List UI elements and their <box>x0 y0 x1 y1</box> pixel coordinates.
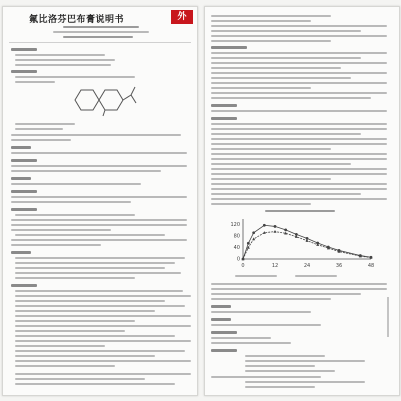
x-tick-label: 0 <box>241 263 245 269</box>
data-point <box>284 228 287 231</box>
section-heading <box>11 48 37 51</box>
chart-legend-line <box>295 275 337 277</box>
pharmacology-line <box>211 158 387 160</box>
interaction-line <box>211 52 387 54</box>
section-heading <box>11 159 37 162</box>
data-point <box>263 224 266 227</box>
side-chain-bond <box>131 95 136 103</box>
overdose-line <box>211 110 387 112</box>
pharmacology-line <box>211 163 351 165</box>
precaution-line <box>15 340 191 342</box>
interaction-line <box>211 97 371 99</box>
pharmacology-line <box>211 138 387 140</box>
pharmacology-line <box>211 178 331 180</box>
section-heading <box>211 104 237 107</box>
pregnancy-line <box>211 30 361 32</box>
precaution-line <box>15 355 155 357</box>
section-heading <box>11 146 31 149</box>
fluorine-bond <box>103 110 105 116</box>
precaution-line <box>15 365 115 367</box>
distributor-line <box>245 386 315 388</box>
right-page <box>204 6 400 396</box>
section-heading <box>11 251 31 254</box>
adverse-line <box>11 229 111 231</box>
section-heading <box>11 284 37 287</box>
precaution-line <box>15 383 175 385</box>
interaction-line <box>211 87 311 89</box>
pk-line <box>211 288 387 290</box>
section-heading <box>211 318 231 321</box>
pharmacology-line <box>211 123 387 125</box>
interaction-line <box>211 62 387 64</box>
title-note-line <box>63 36 133 38</box>
precaution-line <box>15 290 183 292</box>
interaction-line <box>211 92 387 94</box>
section-heading <box>11 208 37 211</box>
pharmacology-line <box>211 188 387 190</box>
contraindication-line <box>15 267 165 269</box>
manufacturer-line <box>245 360 365 362</box>
license-line <box>211 342 291 344</box>
section-heading <box>211 349 237 352</box>
side-chain-bond <box>123 95 131 100</box>
precaution-line <box>15 310 155 312</box>
pharmacology-line <box>211 193 361 195</box>
y-tick-labels <box>230 222 240 262</box>
precaution-line <box>15 320 135 322</box>
indication-line <box>11 165 187 167</box>
section-heading <box>211 117 237 120</box>
interaction-line <box>211 67 341 69</box>
manufacturer-line <box>245 365 315 367</box>
package-line <box>211 324 321 326</box>
formula-line <box>15 123 75 125</box>
precaution-line <box>15 300 165 302</box>
benzene-ring-right <box>99 90 123 110</box>
section-heading <box>211 46 247 49</box>
precaution-line <box>15 360 191 362</box>
manufacturer-line <box>245 370 335 372</box>
manufacturer-line <box>245 355 325 357</box>
pharmacology-line <box>211 183 387 185</box>
y-tick-label: 0 <box>236 256 240 263</box>
header-divider <box>9 42 191 43</box>
pharmacology-line <box>211 128 387 130</box>
x-tick-label: 48 <box>367 263 375 269</box>
ingredient-line <box>15 76 135 78</box>
contraindication-line <box>15 257 185 259</box>
section-heading <box>11 190 37 193</box>
chart-series <box>242 224 373 261</box>
adverse-line <box>11 224 187 226</box>
data-point <box>252 237 255 240</box>
precaution-line <box>15 373 191 375</box>
adverse-line <box>11 244 101 246</box>
adverse-line <box>15 234 165 236</box>
y-tick-label: 40 <box>233 245 240 252</box>
indication-line <box>11 170 161 172</box>
pharmacology-line <box>211 198 387 200</box>
title-note-line <box>53 31 149 33</box>
section-heading <box>211 305 231 308</box>
name-line <box>15 64 111 66</box>
excipient-line <box>11 134 181 136</box>
external-use-badge: 外 <box>171 10 193 24</box>
formula-line <box>15 128 63 130</box>
precaution-line <box>15 315 191 317</box>
precaution-line <box>15 305 185 307</box>
document-title: 氟比洛芬巴布膏说明书 <box>29 15 125 25</box>
pregnancy-line <box>211 25 387 27</box>
name-line <box>15 54 105 56</box>
excipient-line <box>11 139 71 141</box>
pregnancy-line <box>211 20 311 22</box>
pregnancy-line <box>211 35 387 37</box>
precaution-line <box>15 325 191 327</box>
title-note-line <box>63 26 139 28</box>
pregnancy-line <box>211 40 331 42</box>
usage-line <box>11 196 187 198</box>
y-tick-label: 80 <box>233 233 240 240</box>
adverse-line <box>11 219 187 221</box>
contraindication-line <box>15 272 181 274</box>
interaction-line <box>211 82 387 84</box>
data-point <box>274 225 277 228</box>
pharmacology-line <box>211 153 387 155</box>
pk-line <box>211 298 331 300</box>
usage-line <box>11 201 131 203</box>
precaution-line <box>15 330 125 332</box>
pharmacology-line <box>211 133 361 135</box>
section-heading <box>11 70 37 73</box>
interaction-line <box>211 72 387 74</box>
contraindication-line <box>15 277 135 279</box>
pharmacology-line <box>211 203 311 205</box>
left-page <box>2 6 198 396</box>
contraindication-line <box>15 262 175 264</box>
x-tick-label: 12 <box>271 263 279 269</box>
data-point <box>247 242 250 245</box>
x-tick-label: 36 <box>335 263 343 269</box>
side-chain-bond <box>131 87 135 95</box>
chart-caption-line <box>265 210 335 212</box>
y-tick-label: 120 <box>230 222 240 229</box>
adverse-line <box>15 214 135 216</box>
adverse-line <box>11 239 187 241</box>
precaution-line <box>15 345 105 347</box>
pk-line <box>211 283 387 285</box>
precaution-line <box>15 350 185 352</box>
pregnancy-line <box>211 15 331 17</box>
character-line <box>11 152 187 154</box>
data-point <box>252 231 255 234</box>
distributor-line <box>245 381 365 383</box>
series-line <box>243 232 371 259</box>
storage-line <box>211 311 311 313</box>
ingredient-line <box>15 81 55 83</box>
interaction-line <box>211 77 351 79</box>
chemical-structure-image <box>65 81 137 119</box>
benzene-ring-left <box>75 90 99 110</box>
pharmacology-line <box>211 168 387 170</box>
pk-line <box>211 293 361 295</box>
pharmacology-line <box>211 148 331 150</box>
name-line <box>15 59 115 61</box>
precaution-line <box>15 295 191 297</box>
spec-line <box>11 183 141 185</box>
interaction-line <box>211 57 361 59</box>
section-heading <box>211 331 237 334</box>
distributor-line <box>211 376 321 378</box>
section-heading <box>11 177 31 180</box>
precaution-line <box>15 378 145 380</box>
pharmacology-line <box>211 173 387 175</box>
x-tick-label: 24 <box>303 263 311 269</box>
validity-line <box>211 337 271 339</box>
chart-legend-line <box>235 275 277 277</box>
pharmacology-line <box>211 143 387 145</box>
vertical-print-code <box>387 297 389 337</box>
precaution-line <box>15 335 175 337</box>
concentration-time-chart <box>225 215 375 271</box>
x-tick-labels <box>241 263 374 269</box>
